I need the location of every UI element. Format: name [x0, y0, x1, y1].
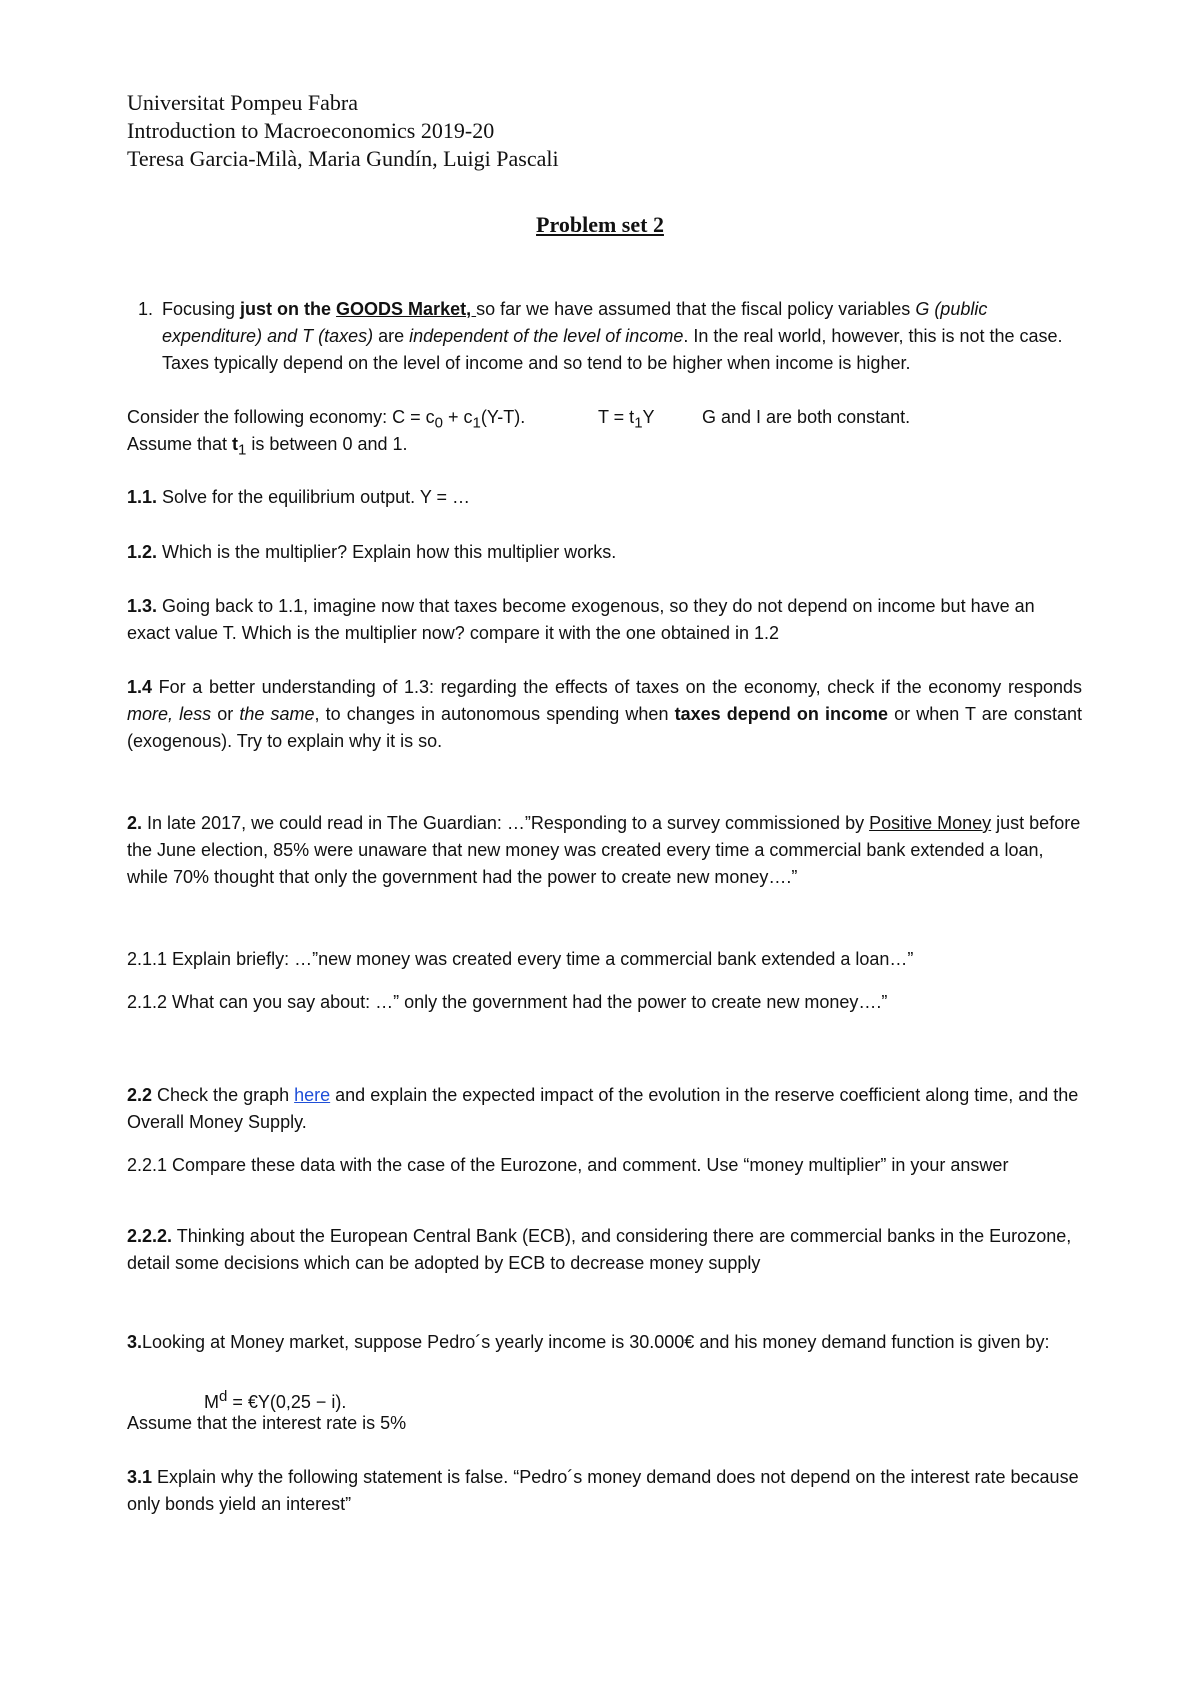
- goods-market-term: GOODS Market,: [336, 299, 477, 319]
- text-span: just on the: [240, 299, 337, 319]
- subscript: 1: [238, 441, 247, 459]
- text-span: . In the real world, however, this is not the case. Taxes typically depend on the level of income and so tend to be higher when income is higher.: [162, 326, 1063, 373]
- text-span: just before the June election, 85% were unaware that new money was created every time a commercial bank extended a loan, while 70% thought that only the government had the power to create new money….”: [127, 813, 1081, 887]
- graph-here-link[interactable]: here: [294, 1085, 331, 1105]
- text-span: T = t: [598, 407, 635, 427]
- question-3-intro: [127, 1329, 1082, 1356]
- gi-constant-note: G and I are both constant.: [702, 407, 911, 427]
- text-span: + c: [443, 407, 473, 427]
- text-span: 1.1.: [127, 487, 158, 507]
- text-span: or: [211, 704, 240, 724]
- text-span: 2.: [127, 813, 143, 833]
- page-title: Problem set 2: [536, 212, 664, 237]
- text-span: independent of the level of income: [409, 326, 684, 346]
- university-name: Universitat Pompeu Fabra: [127, 90, 358, 115]
- text-span: more, less: [127, 704, 212, 724]
- question-1-number: 1.: [138, 299, 154, 319]
- question-1-3: [127, 593, 1082, 647]
- question-2-2-1: 2.2.1 Compare these data with the case of the Eurozone, and comment. Use “money multiplier” in your answer: [127, 1155, 1009, 1175]
- subscript: 1: [634, 414, 643, 432]
- authors: Teresa Garcia-Milà, Maria Gundín, Luigi Pascali: [127, 146, 559, 171]
- question-1-4: [127, 674, 1082, 755]
- course-name: Introduction to Macroeconomics 2019-20: [127, 118, 495, 143]
- text-span: 1.2.: [127, 542, 158, 562]
- text-span: taxes depend on income: [674, 704, 888, 724]
- question-2-2: [127, 1082, 1082, 1136]
- text-span: 2.2.2.: [127, 1226, 173, 1246]
- text-span: 2.2: [127, 1085, 153, 1105]
- assumption-t1: [127, 431, 1082, 464]
- text-span: Assume that: [127, 434, 233, 454]
- text-span: Consider the following economy: C = c: [127, 407, 435, 427]
- text-span: is between 0 and 1.: [246, 434, 408, 454]
- text-span: 3.: [127, 1332, 143, 1352]
- text-span: Looking at Money market, suppose Pedro´s yearly income is 30.000€ and his money demand function is given by:: [142, 1332, 1050, 1352]
- interest-rate-assumption: Assume that the interest rate is 5%: [127, 1413, 407, 1433]
- superscript: d: [219, 1388, 228, 1405]
- positive-money-link[interactable]: Positive Money: [869, 813, 992, 833]
- question-1-2: [127, 539, 1082, 566]
- question-2-1-2: 2.1.2 What can you say about: …” only the government had the power to create new money….”: [127, 992, 888, 1012]
- text-span: (Y-T).: [480, 407, 526, 427]
- text-span: G (public expenditure) and T (taxes): [162, 299, 988, 346]
- question-2-intro: [127, 810, 1082, 891]
- text-span: Y: [642, 407, 655, 427]
- text-span: so far we have assumed that the fiscal policy variables: [476, 299, 916, 319]
- text-span: Which is the multiplier? Explain how this multiplier works.: [157, 542, 617, 562]
- subscript: 1: [472, 414, 481, 432]
- text-span: the same: [239, 704, 315, 724]
- text-span: or when T are constant (exogenous). Try to explain why it is so.: [127, 704, 1082, 751]
- text-span: For a better understanding of 1.3: regarding the effects of taxes on the economy, check if the economy responds: [152, 677, 1082, 697]
- subscript: 0: [434, 414, 443, 432]
- text-span: , to changes in autonomous spending when: [314, 704, 675, 724]
- text-span: t: [232, 434, 239, 454]
- text-span: Focusing: [162, 299, 241, 319]
- text-span: 3.1: [127, 1467, 153, 1487]
- text-span: Thinking about the European Central Bank (ECB), and considering there are commercial banks in the Eurozone, detail some decisions which can be adopted by ECB to decrease money supply: [127, 1226, 1072, 1273]
- text-span: 1.3.: [127, 596, 158, 616]
- text-span: Check the graph: [152, 1085, 295, 1105]
- question-1-1: [127, 484, 1082, 511]
- question-1-text: [162, 296, 1082, 377]
- question-2-2-2: [127, 1223, 1082, 1277]
- text-span: Solve for the equilibrium output. Y = …: [157, 487, 471, 507]
- text-span: = €Y(0,25 − i).: [227, 1392, 347, 1412]
- text-span: In late 2017, we could read in The Guardian: …”Responding to a survey commissioned by: [142, 813, 870, 833]
- text-span: Going back to 1.1, imagine now that taxes become exogenous, so they do not depend on income but have an exact value T. Which is the multiplier now? compare it with the one obtained in 1.2: [127, 596, 1035, 643]
- text-span: are: [373, 326, 410, 346]
- text-span: 1.4: [127, 677, 153, 697]
- text-span: M: [204, 1392, 219, 1412]
- question-3-1: [127, 1464, 1082, 1518]
- text-span: Explain why the following statement is false. “Pedro´s money demand does not depend on the interest rate because only bonds yield an interest”: [127, 1467, 1079, 1514]
- question-2-1-1: 2.1.1 Explain briefly: …”new money was created every time a commercial bank extended a loan…”: [127, 949, 914, 969]
- text-span: and explain the expected impact of the evolution in the reserve coefficient along time, and the Overall Money Supply.: [127, 1085, 1079, 1132]
